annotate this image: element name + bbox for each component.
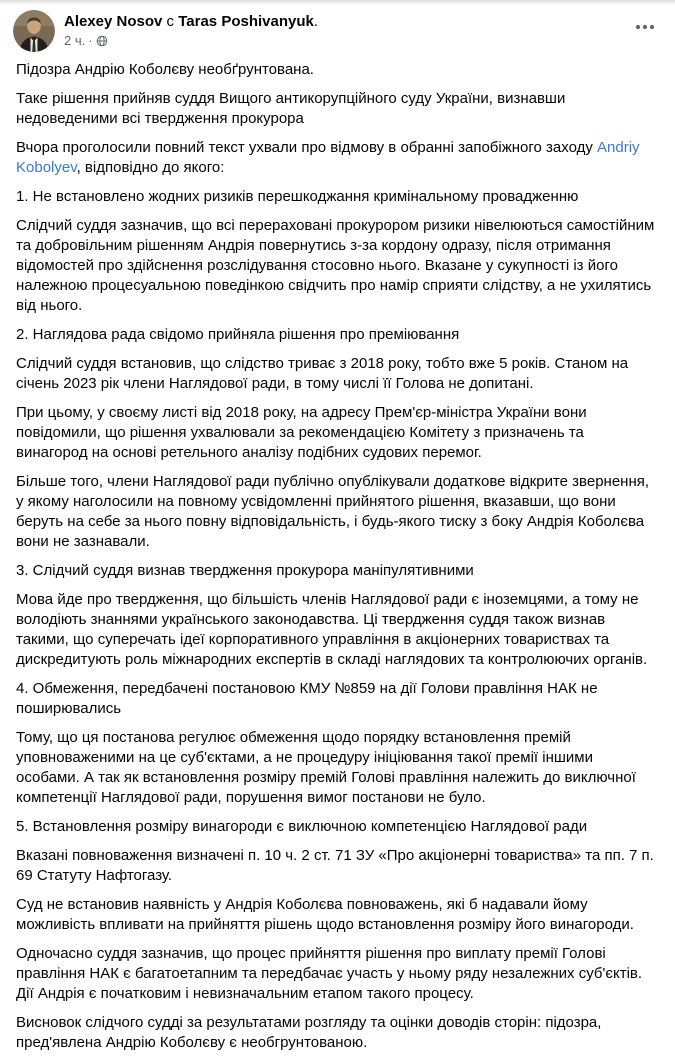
- post-numbered-point: 5. Встановлення розміру винагороди є виключною компетенцією Наглядової ради: [16, 818, 588, 835]
- post-paragraph: Таке рішення прийняв суддя Вищого антикорупційного суду України, визнавши недоведеними всі твердження прокурора: [16, 90, 566, 127]
- facebook-post: [0, 5, 675, 1063]
- post-options-button[interactable]: [631, 16, 659, 38]
- post-paragraph: Мова йде про твердження, що більшість членів Наглядової ради є іноземцями, а тому не володіють знаннями українського законодавства. Ці твердження суддя також визнав такими, що суперечать ідеї корпоративного управління в акціонерних товариствах та дискредитують роль міжнародних експертів в складі наглядових та контролюючих органів.: [16, 591, 648, 668]
- post-paragraph: Висновок слідчого судді за результатами розгляду та оцінки доводів сторін: підозра, пред'явлена Андрію Коболєву є необгрунтованою.: [16, 1014, 602, 1051]
- post-paragraph: Одночасно суддя зазначив, що процес прийняття рішення про виплату премії Голові правління НАК є багатоетапним та передбачає участь у ньому ряду незалежних суб'єктів. Дії Андрія є початковим і невизначальним етапом такого процесу.: [16, 945, 643, 1002]
- post-paragraph: Підозра Андрію Коболєву необґрунтована.: [16, 61, 314, 78]
- post-paragraph: Суд не встановив наявність у Андрія Коболєва повноважень, які б надавали йому можливість впливати на прийняття рішень щодо встановлення розміру його винагороди.: [16, 896, 634, 933]
- paragraph-text: Вчора проголосили повний текст ухвали про відмову в обранні запобіжного заходу: [16, 139, 598, 156]
- post-meta-line: [64, 32, 631, 49]
- post-header: [0, 5, 675, 56]
- tagged-person-link[interactable]: Taras Poshivanyuk: [178, 13, 314, 30]
- post-header-text: [64, 10, 631, 49]
- post-paragraph: [16, 138, 659, 178]
- mention-link-andriy-kobolyev[interactable]: Andriy Kobolyev: [16, 139, 640, 176]
- post-body: [0, 56, 675, 1063]
- timestamp-link[interactable]: 2 ч.: [64, 33, 86, 48]
- post-paragraph: Тому, що ця постанова регулює обмеження щодо порядку встановлення премій уповноваженими на це суб'єктами, а не процедуру ініціювання такої премії іншими особами. А так як встановлення розміру премій Голові правління належить до виключної компетенції Наглядової ради, порушення вимог постанови не було.: [16, 729, 636, 806]
- meta-separator: ·: [88, 33, 93, 48]
- post-paragraph: Слідчий суддя зазначив, що всі перераховані прокурором ризики нівелюються самостійним та добровільним рішенням Андрія повернутись з-за кордону одразу, після отримання відомостей про здійснення розслідування стосовно нього. Вказане у сукупності із його належною процесуальною поведінкою свідчить про намір сприяти слідству, а не ухилятись від нього.: [16, 217, 655, 314]
- avatar[interactable]: [13, 10, 55, 52]
- post-paragraph: Слідчий суддя встановив, що слідство триває з 2018 року, тобто вже 5 років. Станом на січень 2023 рік члени Наглядової ради, в тому числі її Голова не допитані.: [16, 355, 629, 392]
- post-paragraph: Більше того, члени Наглядової ради публічно опублікували додаткове відкрите звернення, у якому наголосили на повному усвідомленні прийнятого рішення, вказавши, що вони беруть на себе за нього повну відповідальність, і будь-якого тиску з боку Андрія Коболєва вони не зазнавали.: [16, 473, 650, 550]
- author-link[interactable]: Alexey Nosov: [64, 13, 163, 30]
- avatar-photo: [13, 10, 55, 52]
- name-period: .: [313, 13, 319, 30]
- post-paragraph: Вказані повноваження визначені п. 10 ч. 2 ст. 71 ЗУ «Про акціонерні товариства» та пп. 7 п. 69 Статуту Нафтогазу.: [16, 847, 654, 884]
- author-line: [64, 12, 631, 31]
- post-numbered-point: 2. Наглядова рада свідомо прийняла рішення про преміювання: [16, 326, 460, 343]
- three-dots-icon: [635, 24, 655, 30]
- post-numbered-point: 3. Слідчий суддя визнав твердження прокурора маніпулятивними: [16, 562, 474, 579]
- post-numbered-point: 4. Обмеження, передбачені постановою КМУ №859 на дії Голови правління НАК не поширювались: [16, 680, 598, 717]
- paragraph-text: , відповідно до якого:: [76, 159, 225, 176]
- with-connector: с: [162, 13, 179, 30]
- post-paragraph: При цьому, у своєму листі від 2018 року, на адресу Прем'єр-міністра України вони повідомили, що рішення ухвалювали за рекомендацією Комітету з призначень та винагород на основі ретельного аналізу подібних судових перемог.: [16, 404, 587, 461]
- post-numbered-point: 1. Не встановлено жодних ризиків перешкоджання кримінальному провадженню: [16, 188, 579, 205]
- globe-icon: [96, 35, 108, 47]
